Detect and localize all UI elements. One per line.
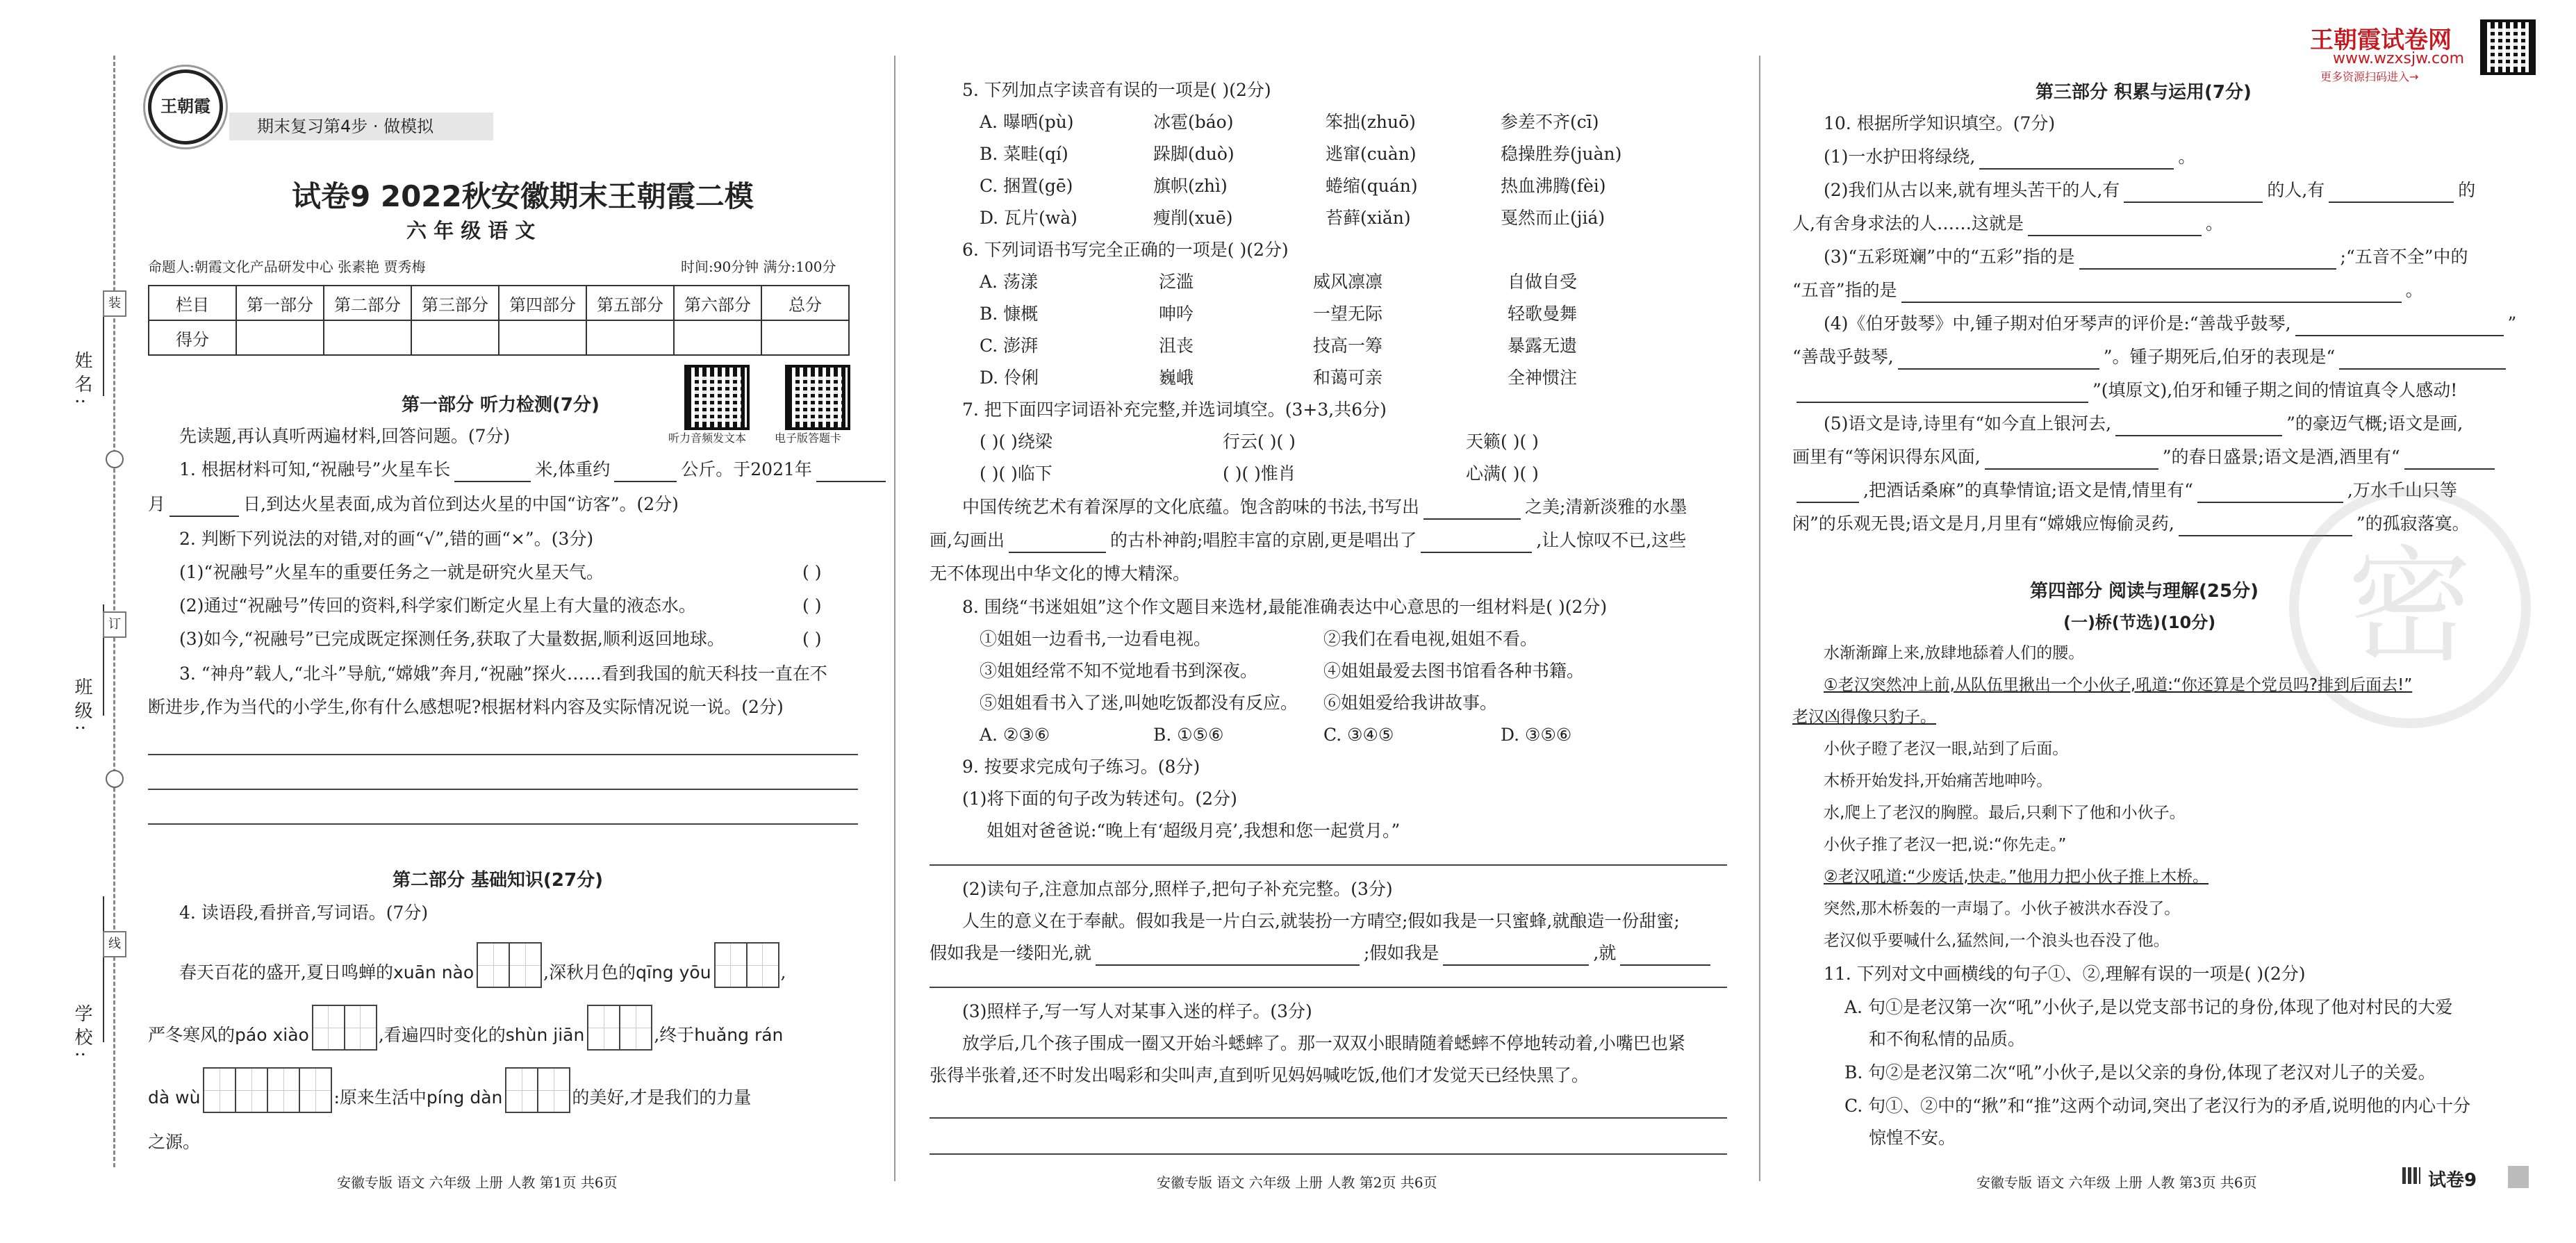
q7-text: 中国传统艺术有着深厚的文化底蕴。饱含韵味的书法,书写出 (962, 497, 1419, 517)
subject-title: 六 年 级 语 文 (406, 219, 536, 242)
q6-option: 暴露无遗 (1508, 336, 1578, 356)
story-line: 突然,那木桥轰的一声塌了。小伙子被洪水吞没了。 (1824, 900, 2181, 918)
q7-passage (930, 528, 1686, 553)
site-brand[interactable]: 王朝霞试卷网 (2310, 26, 2452, 54)
q5-option: D. 瓦片(wà) (980, 208, 1078, 228)
q10-text: (2)我们从古以来,就有埋头苦干的人,有 (1824, 180, 2120, 200)
q4-char-boxes[interactable] (477, 942, 540, 1005)
score-cell[interactable] (586, 320, 674, 355)
q8-option[interactable]: A. ②③⑥ (980, 725, 1050, 745)
q10-text: (1)一水护田将绿绕, (1824, 147, 1976, 167)
q10-blank[interactable] (2295, 315, 2504, 336)
q4-char-boxes[interactable] (203, 1067, 331, 1130)
q9-blank[interactable] (1096, 945, 1360, 966)
q10-blank[interactable] (2079, 249, 2336, 270)
q9-3-prompt: (3)照样子,写一写人对某事入迷的样子。(3分) (962, 1001, 1312, 1021)
q1-blank-day[interactable] (170, 496, 239, 517)
q4-char-boxes[interactable] (714, 942, 778, 1005)
q11-option-cont: 和不徇私情的品质。 (1869, 1029, 2026, 1049)
q2-answer-paren[interactable]: ( ) (802, 562, 822, 582)
answer-line[interactable] (930, 1117, 1727, 1119)
q10-text: (5)语文是诗,诗里有“如今直上银河去, (1824, 413, 2112, 434)
q7-idiom[interactable]: ( )( )临下 (980, 463, 1052, 484)
qr-caption: 电子版答题卡 (775, 431, 842, 445)
q7-idiom[interactable]: ( )( )绕梁 (980, 431, 1052, 452)
score-header-cell: 总分 (761, 286, 849, 320)
q10-3 (1824, 245, 2468, 270)
q6-option: 技高一筹 (1313, 336, 1383, 356)
q2-answer-paren[interactable]: ( ) (802, 595, 822, 616)
q6-option: D. 伶俐 (980, 368, 1039, 388)
score-header-cell: 第五部分 (586, 286, 674, 320)
q3-line2: 断进步,作为当代的小学生,你有什么感想呢?根据材料内容及实际情况说一说。(2分) (148, 697, 784, 717)
binding-mark-ding: 订 (103, 611, 126, 638)
q7-passage: 无不体现出中华文化的博大精深。 (930, 563, 1191, 584)
q5-option: 旗帜(zhì) (1153, 176, 1228, 196)
q10-text: ,万水千山只等 (2347, 480, 2457, 500)
q8-material: ②我们在看电视,姐姐不看。 (1323, 629, 1537, 649)
page-footer: 安徽专版 语文 六年级 上册 人教 第3页 共6页 (1976, 1174, 2257, 1191)
q5-prompt: 5. 下列加点字读音有误的一项是( )(2分) (962, 80, 1271, 100)
q10-1: (1)一水护田将绿绕, 。 (1824, 145, 2195, 170)
q10-text: 闲”的乐观无畏;语文是月,月里有“嫦娥应悔偷灵药, (1792, 513, 2174, 534)
q1-text: 米,体重约 (535, 459, 611, 479)
q7-idiom[interactable]: 天籁( )( ) (1466, 431, 1539, 452)
q1-text: 公斤。于2021年 (681, 459, 812, 479)
q11-option[interactable]: B. 句②是老汉第二次“吼”小伙子,是以父亲的身份,体现了老汉对儿子的关爱。 (1844, 1062, 2436, 1083)
q4-text: ,看遍四时变化的 (378, 1025, 506, 1045)
answer-line[interactable] (148, 754, 858, 755)
q6-option: 和蔼可亲 (1313, 368, 1383, 388)
name-field[interactable] (103, 306, 104, 396)
review-step-banner: 期末复习第4步 · 做模拟 (229, 113, 493, 140)
q4-text: ,深秋月色的 (543, 962, 636, 982)
q7-prompt: 7. 把下面四字词语补充完整,并选词填空。(3+3,共6分) (962, 400, 1387, 420)
story-line: 水渐渐蹿上来,放肆地舔着人们的腰。 (1824, 644, 2085, 662)
page-divider (894, 56, 895, 1181)
q1-blank-length[interactable] (454, 461, 531, 482)
score-cell[interactable] (499, 320, 586, 355)
part3-heading: 第三部分 积累与运用(7分) (2036, 82, 2252, 103)
q5-option: 苔藓(xiǎn) (1326, 208, 1411, 228)
score-cell[interactable] (236, 320, 324, 355)
score-header-cell: 第三部分 (411, 286, 499, 320)
q4-pinyin: qīng yōu (636, 962, 711, 982)
tag-marker-icon (2402, 1167, 2420, 1184)
q9-text: ,就 (1593, 943, 1617, 963)
q7-idiom[interactable]: 心满( )( ) (1466, 463, 1539, 484)
part1-intro: 先读题,再认真听两遍材料,回答问题。(7分) (179, 426, 511, 446)
page-divider (1759, 56, 1760, 1181)
part2-heading: 第二部分 基础知识(27分) (393, 870, 603, 891)
q5-option: 逃窜(cuàn) (1326, 144, 1417, 164)
story-line-underlined: ②老汉吼道:“少废话,快走。”他用力把小伙子推上木桥。 (1824, 868, 2209, 886)
score-cell[interactable] (324, 320, 411, 355)
q4-pinyin: shùn jiān (505, 1025, 585, 1045)
q9-2-prompt: (2)读句子,注意加点部分,照样子,把句子补充完整。(3分) (962, 879, 1393, 899)
score-row-label: 得分 (149, 320, 236, 355)
q2-prompt: 2. 判断下列说法的对错,对的画“√”,错的画“×”。(3分) (179, 529, 594, 549)
reading-subtitle: (一)桥(节选)(10分) (2063, 613, 2216, 632)
q5-option: 戛然而止(jiá) (1501, 208, 1605, 228)
q10-blank[interactable] (1901, 282, 2402, 303)
confidential-watermark: 密 (2289, 486, 2531, 728)
q9-prompt: 9. 按要求完成句子练习。(8分) (962, 757, 1200, 777)
q10-2: 人,有舍身求法的人……这就是 。 (1792, 211, 2223, 236)
answer-line[interactable] (930, 864, 1727, 866)
q6-option: 自做自受 (1508, 272, 1578, 292)
q10-text: 的人,有 (2267, 180, 2325, 200)
q9-3-example: 放学后,几个孩子围成一圈又开始斗蟋蟀了。那一双双小眼睛随着蟋蟀不停地转动着,小嘴巴也紧 (962, 1033, 1685, 1053)
q10-blank[interactable] (2197, 482, 2343, 503)
q10-text: ”(填原文),伯牙和锺子期之间的情谊真令人感动! (2092, 380, 2458, 400)
school-label: 学校: (72, 1004, 92, 1063)
part4-heading: 第四部分 阅读与理解(25分) (2030, 581, 2259, 602)
q5-option: A. 曝晒(pù) (980, 112, 1074, 132)
q9-blank[interactable] (1443, 945, 1589, 966)
q10-4: (4)《伯牙鼓琴》中,锺子期对伯牙琴声的评价是:“善哉乎鼓琴, ” (1824, 311, 2516, 336)
q8-material: ①姐姐一边看书,一边看电视。 (980, 629, 1211, 649)
q9-text: ;假如我是 (1363, 943, 1439, 963)
story-line-underlined: 老汉凶得像只豹子。 (1792, 708, 1936, 726)
q10-text: “善哉乎鼓琴, (1792, 347, 1894, 367)
site-url[interactable]: www.wzxsjw.com (2333, 50, 2465, 67)
q10-text: ;“五音不全”中的 (2340, 247, 2468, 267)
binding-hole (106, 450, 124, 468)
q9-3-example: 张得半张着,还不时发出喝彩和尖叫声,直到听见妈妈喊吃饭,他们才发觉天已经快黑了。 (930, 1065, 1589, 1085)
q10-blank[interactable] (1985, 449, 2158, 470)
q4-pinyin: dà wù (148, 1087, 201, 1108)
q10-text: 画里有“等闲识得东风面, (1792, 447, 1981, 467)
story-line: 老汉似乎要喊什么,猛然间,一个浪头也吞没了他。 (1824, 932, 2170, 950)
score-header-cell: 第二部分 (324, 286, 411, 320)
q7-text: 之美;清新淡雅的水墨 (1524, 497, 1687, 517)
q4-end: 之源。 (148, 1132, 201, 1152)
q10-4 (1792, 378, 2457, 403)
q10-text: ”的孤寂落寞。 (2356, 513, 2470, 534)
q5-option: 稳操胜券(juàn) (1501, 144, 1622, 164)
q4-pinyin: píng dàn (426, 1087, 503, 1108)
school-field[interactable] (103, 896, 104, 1042)
q1-line2 (148, 492, 679, 517)
q2-item: (1)“祝融号”火星车的重要任务之一就是研究火星天气。 (179, 562, 604, 582)
q10-blank[interactable] (1797, 482, 1859, 503)
q11-option-cont: 惊惶不安。 (1869, 1128, 1956, 1148)
answer-line[interactable] (930, 1153, 1727, 1155)
q4-char-boxes[interactable] (505, 1067, 569, 1130)
q6-option: 沮丧 (1159, 336, 1194, 356)
time-score: 时间:90分钟 满分:100分 (681, 258, 836, 275)
q11-option[interactable]: A. 句①是老汉第一次“吼”小伙子,是以党支部书记的身份,体现了他对村民的大爱 (1844, 997, 2453, 1017)
q1-text: 日,到达火星表面,成为首位到达火星的中国“访客”。(2分) (243, 494, 679, 514)
q5-option: 笨拙(zhuō) (1326, 112, 1416, 132)
q4-text: 严冬寒风的 (148, 1025, 236, 1045)
q10-5 (1824, 411, 2463, 436)
q10-text: ”的春日盛景;语文是酒,酒里有“ (2162, 447, 2400, 467)
q10-2: (2)我们从古以来,就有埋头苦干的人,有 的人,有 的 (1824, 178, 2475, 203)
q1-blank-weight[interactable] (614, 461, 677, 482)
q10-text: (4)《伯牙鼓琴》中,锺子期对伯牙琴声的评价是:“善哉乎鼓琴, (1824, 313, 2291, 334)
q2-item: (3)如今,“祝融号”已完成既定探测任务,获取了大量数据,顺利返回地球。 (179, 629, 725, 649)
q6-option: 威风凛凛 (1313, 272, 1383, 292)
paper-tag: 试卷9 (2428, 1170, 2477, 1191)
answer-line[interactable] (148, 789, 858, 790)
q6-option: A. 荡漾 (980, 272, 1038, 292)
q8-material: ④姐姐最爱去图书馆看各种书籍。 (1323, 661, 1585, 681)
page-footer: 安徽专版 语文 六年级 上册 人教 第2页 共6页 (1157, 1174, 1437, 1191)
q5-option: C. 捆置(gē) (980, 176, 1073, 196)
brand-logo-text: 王朝霞 (160, 97, 210, 116)
q11-option[interactable]: C. 句①、②中的“揪”和“推”这两个动词,突出了老汉行为的矛盾,说明他的内心十分 (1844, 1096, 2471, 1116)
q4-row2 (148, 1005, 783, 1068)
q10-4 (1792, 345, 2510, 370)
exam-title: 试卷9 2022秋安徽期末王朝霞二模 (292, 179, 754, 213)
site-hint: 更多资源扫码进入→ (2320, 70, 2419, 83)
q6-option: 全神惯注 (1508, 368, 1578, 388)
q10-blank[interactable] (2339, 349, 2506, 370)
qr-code-icon[interactable] (684, 365, 750, 430)
q2-item: (2)通过“祝融号”传回的资料,科学家们断定火星上有大量的液态水。 (179, 595, 696, 616)
story-line: 小伙子瞪了老汉一眼,站到了后面。 (1824, 740, 2069, 758)
q4-pinyin: huǎng rán (694, 1025, 784, 1045)
q7-blank[interactable] (1421, 532, 1532, 553)
q11-prompt: 11. 下列对文中画横线的句子①、②,理解有误的一项是( )(2分) (1824, 964, 2306, 984)
answer-line[interactable] (148, 823, 858, 825)
q6-prompt: 6. 下列词语书写完全正确的一项是( )(2分) (962, 240, 1289, 260)
story-line: 小伙子推了老汉一把,说:“你先走。” (1824, 836, 2067, 854)
class-label: 班级: (72, 677, 92, 736)
story-line-underlined: ①老汉突然冲上前,从队伍里揪出一个小伙子,吼道:“你还算是个党员吗?排到后面去!” (1824, 676, 2413, 694)
q10-text: ,把酒话桑麻”的真挚情谊;语文是情,情里有“ (1863, 480, 2193, 500)
page-edge-tab (2508, 1166, 2529, 1188)
q4-row3 (148, 1067, 751, 1130)
q9-2-fill (930, 941, 1715, 966)
q6-option: B. 慷概 (980, 304, 1039, 324)
answer-line[interactable] (930, 987, 1727, 988)
score-header-cell: 第六部分 (674, 286, 761, 320)
binding-mark-xian: 线 (103, 931, 126, 957)
score-table (148, 285, 850, 356)
score-cell[interactable] (761, 320, 849, 355)
score-cell[interactable] (411, 320, 499, 355)
q7-blank[interactable] (1423, 499, 1521, 520)
q6-option: 泛滥 (1159, 272, 1194, 292)
setters-line: 命题人:朝霞文化产品研发中心 张素艳 贾秀梅 (148, 258, 426, 275)
score-header-cell: 第四部分 (499, 286, 586, 320)
q8-material: ③姐姐经常不知不觉地看书到深夜。 (980, 661, 1258, 681)
q3-line1: 3. “神舟”载人,“北斗”导航,“嫦娥”奔月,“祝融”探火……看到我国的航天科技一直在不 (179, 664, 827, 684)
q10-prompt: 10. 根据所学知识填空。(7分) (1824, 113, 2056, 133)
q10-5 (1792, 445, 2499, 470)
q10-text: ”的豪迈气概;语文是画, (2286, 413, 2463, 434)
qr-code-icon[interactable] (2480, 19, 2536, 75)
q7-idiom[interactable]: 行云( )( ) (1223, 431, 1296, 452)
q7-blank[interactable] (1009, 532, 1106, 553)
q7-text: 画,勾画出 (930, 530, 1005, 550)
brand-logo (148, 69, 223, 145)
q4-prompt: 4. 读语段,看拼音,写词语。(7分) (179, 903, 429, 923)
name-label: 姓名: (72, 351, 92, 410)
q7-passage (962, 495, 1687, 520)
q8-prompt: 8. 围绕“书迷姐姐”这个作文题目来选材,最能准确表达中心意思的一组材料是( )(2分) (962, 597, 1608, 617)
binding-mark-zhuang: 装 (103, 290, 126, 317)
binding-hole (106, 770, 124, 788)
q10-blank[interactable] (1898, 349, 2099, 370)
q4-row1: 春天百花的盛开,夏日鸣蝉的xuān nào ,深秋月色的qīng yōu , (179, 942, 786, 1005)
q8-material: ⑤姐姐看书入了迷,叫她吃饭都没有反应。 (980, 693, 1298, 713)
q7-text: 的古朴神韵;唱腔丰富的京剧,更是唱出了 (1109, 530, 1417, 550)
story-line: 木桥开始发抖,开始痛苦地呻吟。 (1824, 772, 2053, 790)
q6-option: 呻吟 (1159, 304, 1194, 324)
q10-text: ”。锺子期死后,伯牙的表现是“ (2103, 347, 2336, 367)
q9-blank[interactable] (1620, 945, 1710, 966)
q10-blank[interactable] (2124, 182, 2263, 203)
q6-option: 一望无际 (1313, 304, 1383, 324)
q9-text: 假如我是一缕阳光,就 (930, 943, 1091, 963)
q7-idiom[interactable]: ( )( )惟肖 (1223, 463, 1296, 484)
q1-text: 月 (148, 494, 166, 514)
q1-line1 (179, 457, 890, 482)
q10-text: 人,有舍身求法的人……这就是 (1792, 213, 2024, 233)
q4-pinyin: xuān nào (393, 962, 474, 982)
q5-option: 跺脚(duò) (1153, 144, 1235, 164)
q2-answer-paren[interactable]: ( ) (802, 629, 822, 649)
part1-heading: 第一部分 听力检测(7分) (402, 395, 600, 415)
q9-2-sentence: 人生的意义在于奉献。假如我是一片白云,就装扮一方晴空;假如我是一只蜜蜂,就酿造一份甜蜜; (962, 911, 1680, 931)
q4-text: :原来生活中 (333, 1087, 427, 1108)
q1-blank-month[interactable] (816, 461, 886, 482)
q4-char-boxes[interactable] (587, 1005, 651, 1068)
q10-blank[interactable] (1797, 382, 2088, 403)
qr-code-icon[interactable] (785, 365, 850, 430)
q5-option: B. 菜畦(qí) (980, 144, 1068, 164)
q5-option: 瘦削(xuē) (1153, 208, 1233, 228)
q8-option[interactable]: B. ①⑤⑥ (1153, 725, 1224, 745)
page-footer: 安徽专版 语文 六年级 上册 人教 第1页 共6页 (337, 1174, 618, 1191)
q9-1-prompt: (1)将下面的句子改为转述句。(2分) (962, 789, 1237, 809)
q5-option: 热血沸腾(fèi) (1501, 176, 1606, 196)
q10-blank[interactable] (2404, 449, 2495, 470)
q10-text: “五音”指的是 (1792, 280, 1897, 300)
q8-option[interactable]: C. ③④⑤ (1323, 725, 1394, 745)
q4-text: ,终于 (654, 1025, 695, 1045)
q4-char-boxes[interactable] (312, 1005, 376, 1068)
q6-option: 轻歌曼舞 (1508, 304, 1578, 324)
q10-3: “五音”指的是 。 (1792, 278, 2423, 303)
q5-option: 参差不齐(cī) (1501, 112, 1599, 132)
q10-blank[interactable] (1979, 149, 2174, 170)
q10-blank[interactable] (2028, 215, 2202, 236)
q1-text: 1. 根据材料可知,“祝融号”火星车长 (179, 459, 451, 479)
q6-option: 巍峨 (1159, 368, 1194, 388)
q8-material: ⑥姐姐爱给我讲故事。 (1323, 693, 1498, 713)
qr-caption: 听力音频发文本 (668, 431, 747, 445)
q4-text: 春天百花的盛开,夏日鸣蝉的 (179, 962, 393, 982)
score-header-cell: 第一部分 (236, 286, 324, 320)
q7-text: ,让人惊叹不已,这些 (1536, 530, 1687, 550)
story-line: 水,爬上了老汉的胸膛。最后,只剩下了他和小伙子。 (1824, 804, 2186, 822)
score-header-cell: 栏目 (149, 286, 236, 320)
q6-option: C. 澎湃 (980, 336, 1039, 356)
q5-option: 冰雹(báo) (1153, 112, 1234, 132)
q10-blank[interactable] (2115, 415, 2282, 436)
q8-option[interactable]: D. ③⑤⑥ (1501, 725, 1572, 745)
q5-option: 蜷缩(quán) (1326, 176, 1418, 196)
q4-pinyin: páo xiào (235, 1025, 309, 1045)
q10-blank[interactable] (2329, 182, 2454, 203)
q4-text: 的美好,才是我们的力量 (572, 1087, 752, 1108)
q10-text: (3)“五彩斑斓”中的“五彩”指的是 (1824, 247, 2075, 267)
q9-1-sentence: 姐姐对爸爸说:“晚上有‘超级月亮’,我想和您一起赏月。” (986, 821, 1401, 841)
score-cell[interactable] (674, 320, 761, 355)
